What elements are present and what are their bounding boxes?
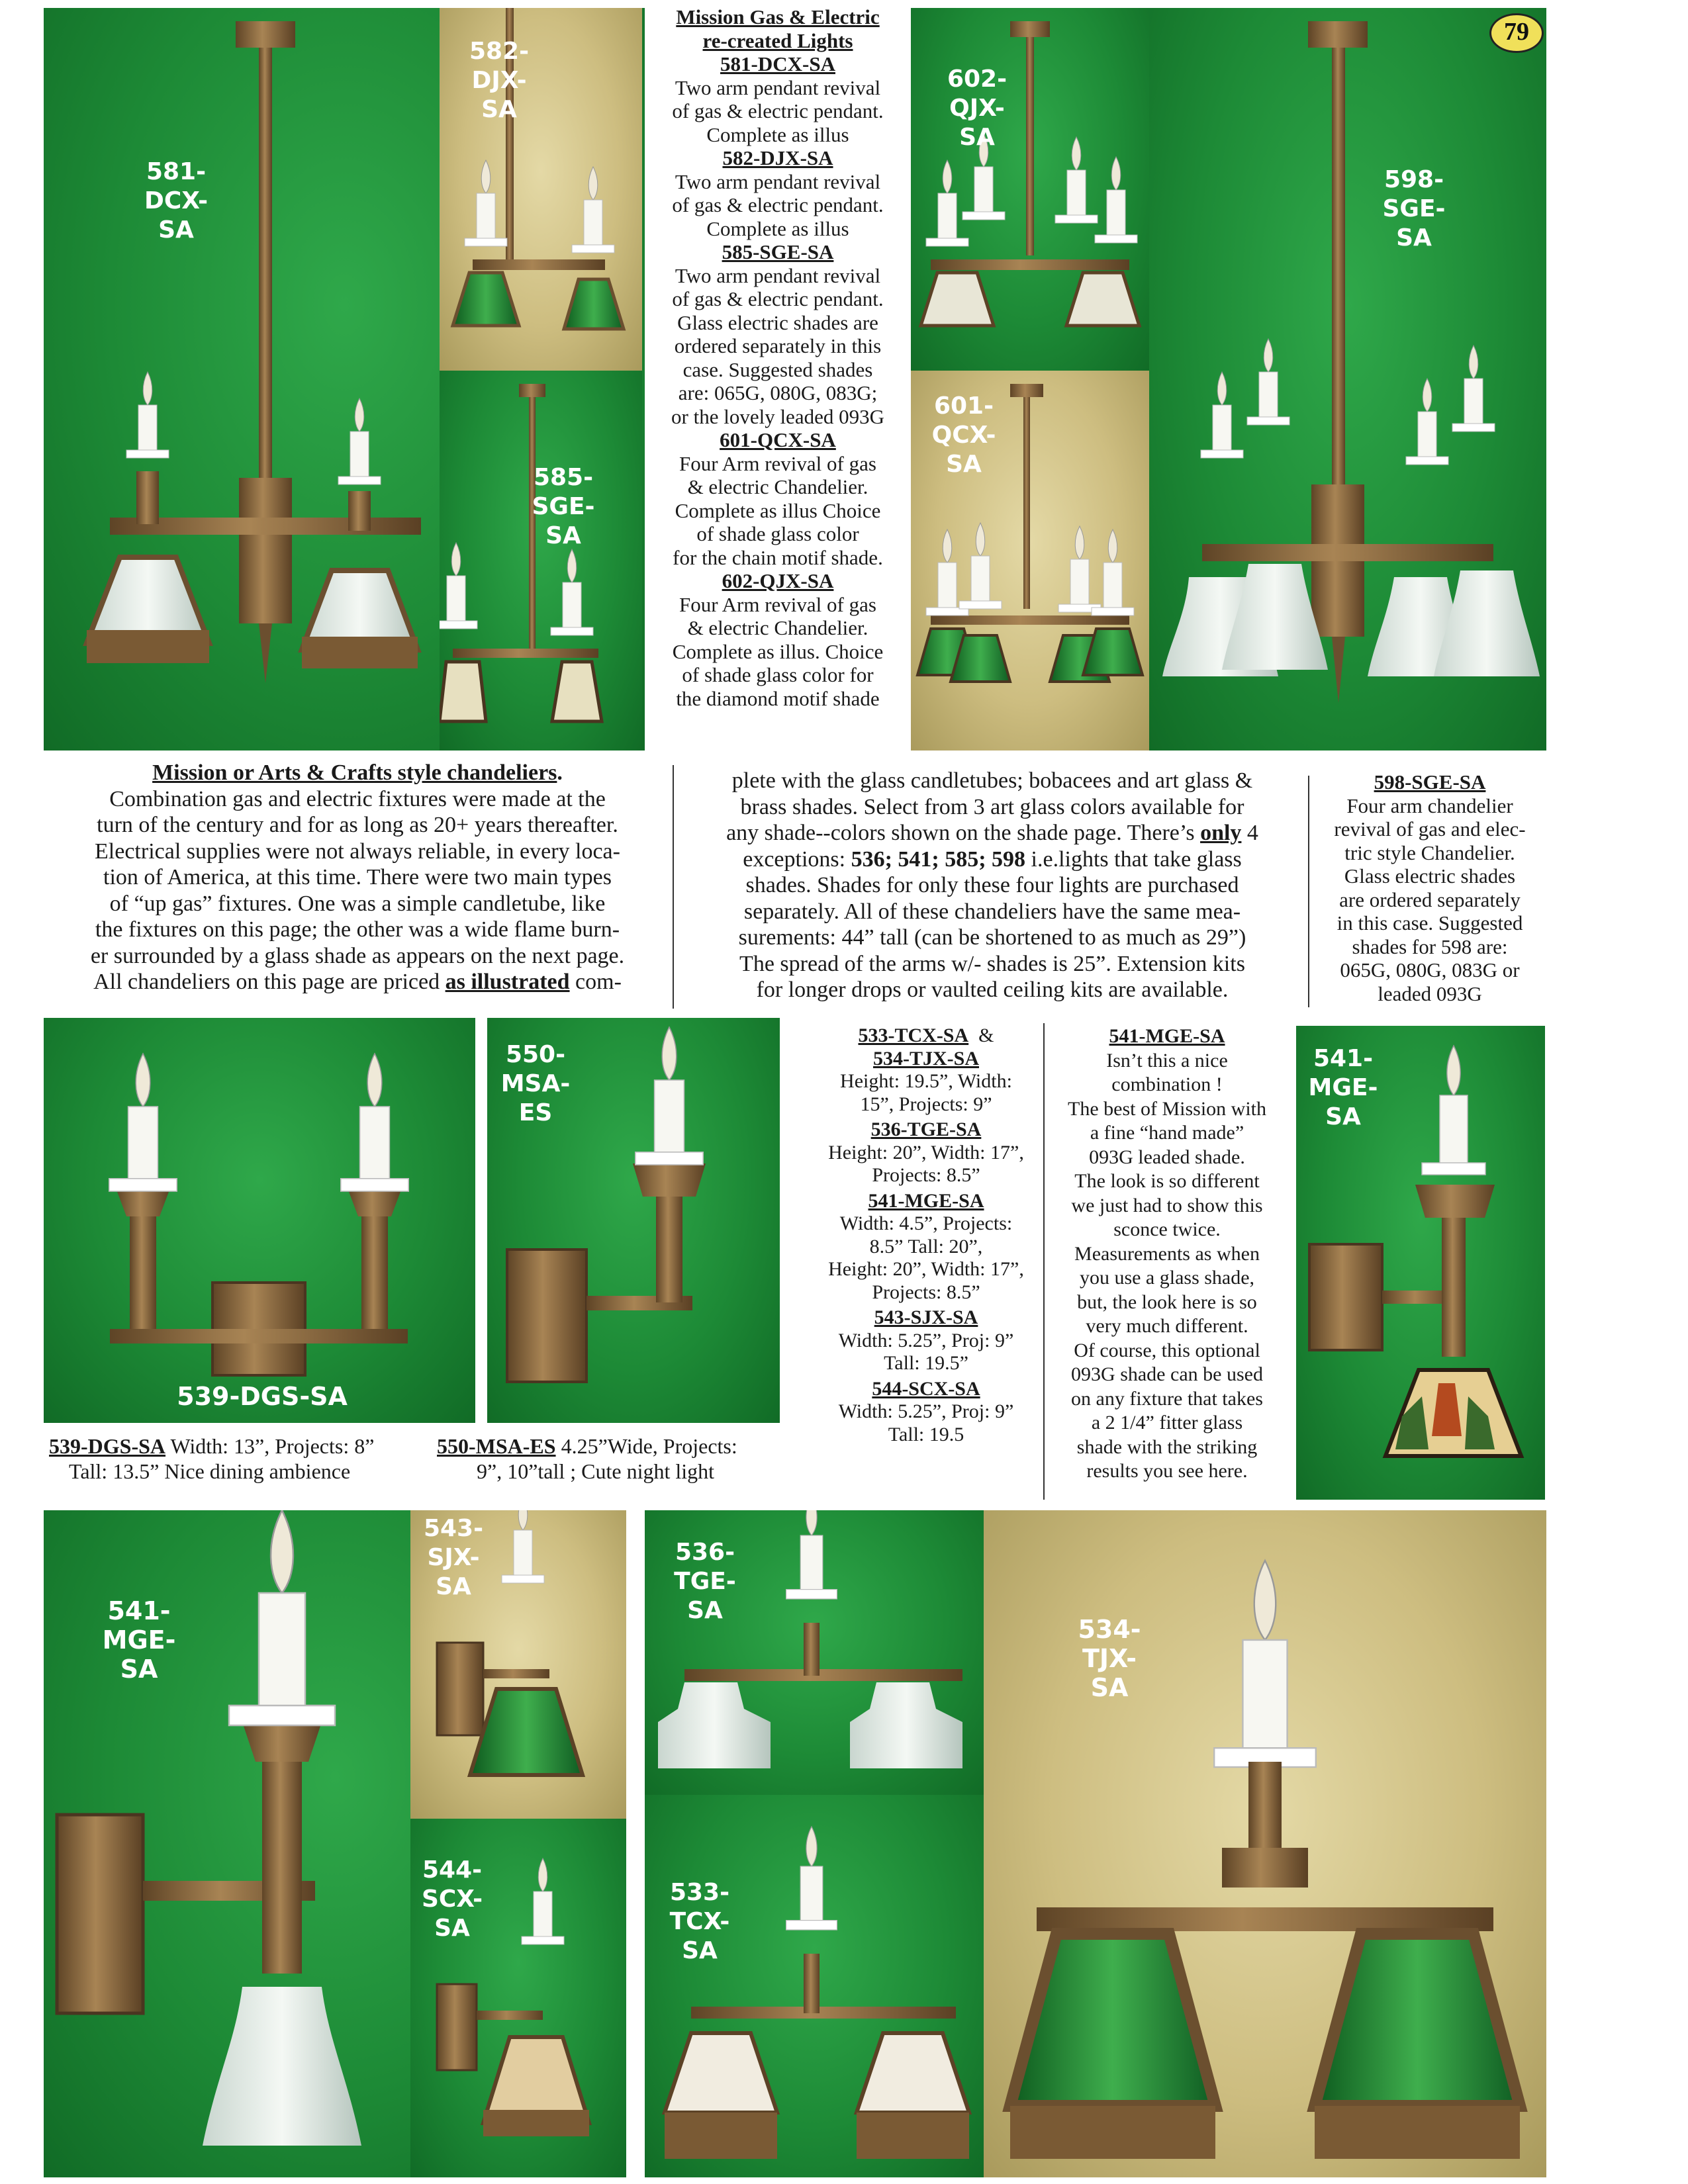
photo-543-sjx-sa <box>410 1510 626 1819</box>
chandelier-602-illustration <box>911 8 1149 371</box>
label-581: 581- DCX- SA <box>144 158 209 244</box>
intro-column-2: plete with the glass candletubes; bobacees and art glass & brass shades. Select from 3 art glass colors available for any shade--colors shown on the shade page. There’s only 4 exceptions: 536; 541; 585; 598 i.e.lights that take glass shades. Shades for only these four lights are purchased separately. All of these chandeliers have the same mea- surements: 44” tall (can be shortened to as much as 29”) The spread of the arms w/- shades is 25”. Extension kits for longer drops or vaulted ceiling kits are available. <box>726 768 1258 1002</box>
photo-582-djx-sa <box>440 8 642 371</box>
label-534: 534- TJX- SA <box>1078 1615 1141 1702</box>
side-541-block: 541-MGE-SA Isn’t this a nice combination ! The best of Mission with a fine “hand made” 093G leaded shade. The look is so different we just had to show this sconce twice. Measurements as when you use a glass shade, but, the look here is so very much different. Of course, this optional 093G shade can be used on any fixture that takes a 2 1/4” fitter glass shade with the striking results you see here. <box>1068 1025 1266 1482</box>
side-598-code: 598-SGE-SA <box>1374 770 1486 794</box>
photo-585-sge-sa <box>440 371 642 751</box>
chandelier-534-illustration <box>984 1510 1546 2177</box>
header-title-2: re-created Lights <box>702 28 853 52</box>
entry-581-code: 581-DCX-SA <box>720 52 835 75</box>
photo-601-qcx-sa <box>911 371 1149 751</box>
label-536: 536- TGE- SA <box>674 1539 736 1624</box>
label-533: 533- TCX- SA <box>669 1879 730 1964</box>
photo-533-tcx-sa <box>645 1795 984 2177</box>
photo-602-qjx-sa <box>911 8 1149 371</box>
column-divider-1 <box>673 765 674 1009</box>
column-divider-2 <box>1308 776 1309 1007</box>
caption-539: 539-DGS-SA Width: 13”, Projects: 8” Tall: 13.5” Nice dining ambience <box>49 1434 375 1483</box>
label-582: 582- DJX- SA <box>469 38 530 123</box>
entry-601-code: 601-QCX-SA <box>720 428 836 451</box>
intro-column-1: Mission or Arts & Crafts style chandeliers. Combination gas and electric fixtures were made at the turn of the century and for as long as 20+ years thereafter. Electrical supplies were not always reliable, in every loca- tion of America, at this time. There were two main types of “up gas” fixtures. One was a simple candletube, like the fixtures on this page; the other was a wide flame burn- er surrounded by a glass shade as appears on the next page. All chandeliers on this page are priced as illustrated com- <box>90 760 625 994</box>
label-539: 539-DGS-SA <box>177 1382 348 1411</box>
photo-541-mge-sa-leaded <box>1296 1026 1545 1500</box>
chandelier-533-illustration <box>645 1795 984 2177</box>
photo-598-sge-sa <box>1149 8 1546 751</box>
label-544: 544- SCX- SA <box>421 1856 483 1942</box>
label-541-top: 541- MGE- SA <box>1308 1045 1378 1130</box>
header-title-1: Mission Gas & Electric <box>676 5 880 28</box>
label-543: 543- SJX- SA <box>423 1515 484 1600</box>
entry-582-code: 582-DJX-SA <box>722 146 833 169</box>
label-602: 602- QJX- SA <box>947 66 1008 151</box>
entry-602-code: 602-QJX-SA <box>722 569 834 592</box>
caption-550: 550-MSA-ES 4.25”Wide, Projects: 9”, 10”tall ; Cute night light <box>437 1434 737 1483</box>
specs-block: 533-TCX-SA & 534-TJX-SA Height: 19.5”, Width: 15”, Projects: 9” 536-TGE-SA Height: 20”, Width: 17”, Projects: 8.5” 541-MGE-SA Width: 4.5”, Projects: 8.5” Tall: 20”, Height: 20”, Width: 17”, Projects: 8.5” 543-SJX-SA Width: 5.25”, Proj: 9” Tall: 19.5” 544-SCX-SA Width: 5.25”, Proj: 9” Tall: 19.5 <box>828 1024 1024 1445</box>
photo-534-tjx-sa <box>984 1510 1546 2177</box>
photo-539-dgs-sa <box>44 1018 475 1423</box>
sconce-539-illustration <box>44 1018 475 1423</box>
label-541-big: 541- MGE- SA <box>102 1596 176 1684</box>
chandelier-598-illustration <box>1149 8 1546 751</box>
entry-585-code: 585-SGE-SA <box>722 240 834 263</box>
side-598-block: 598-SGE-SA Four arm chandelier revival of gas and elec- tric style Chandelier. Glass electric shades are ordered separately in this case. Suggested shades for 598 are: 065G, 080G, 083G or leaded 093G <box>1311 770 1549 1005</box>
page-number-badge: 79 <box>1489 13 1544 53</box>
photo-550-msa-es <box>487 1018 780 1423</box>
label-585: 585- SGE- SA <box>532 464 595 549</box>
pendant-585-illustration <box>440 371 642 751</box>
intro-heading: Mission or Arts & Crafts style chandeliers <box>152 760 557 785</box>
label-598: 598- SGE- SA <box>1382 166 1446 251</box>
photo-536-tge-sa <box>645 1510 984 1795</box>
label-601: 601- QCX- SA <box>931 392 996 478</box>
photo-544-scx-sa <box>410 1819 626 2177</box>
header-text-block: Mission Gas & Electric re-created Lights 581-DCX-SA Two arm pendant revival of gas & electric pendant. Complete as illus 582-DJX-SA Two arm pendant revival of gas & electric pendant. Complete as illus 585-SGE-SA Two arm pendant revival of gas & electric pendant. Glass electric shades are ordered separately in this case. Suggested shades are: 065G, 080G, 083G; or the lovely leaded 093G 601-QCX-SA Four Arm revival of gas & electric Chandelier. Complete as illus Choice of shade glass color for the chain motif shade. 602-QJX-SA Four Arm revival of gas & electric Chandelier. Complete as illus. Choice of shade glass color for the diamond motif shade <box>645 5 911 710</box>
label-550: 550- MSA- ES <box>500 1041 571 1126</box>
column-divider-3 <box>1043 1023 1045 1500</box>
